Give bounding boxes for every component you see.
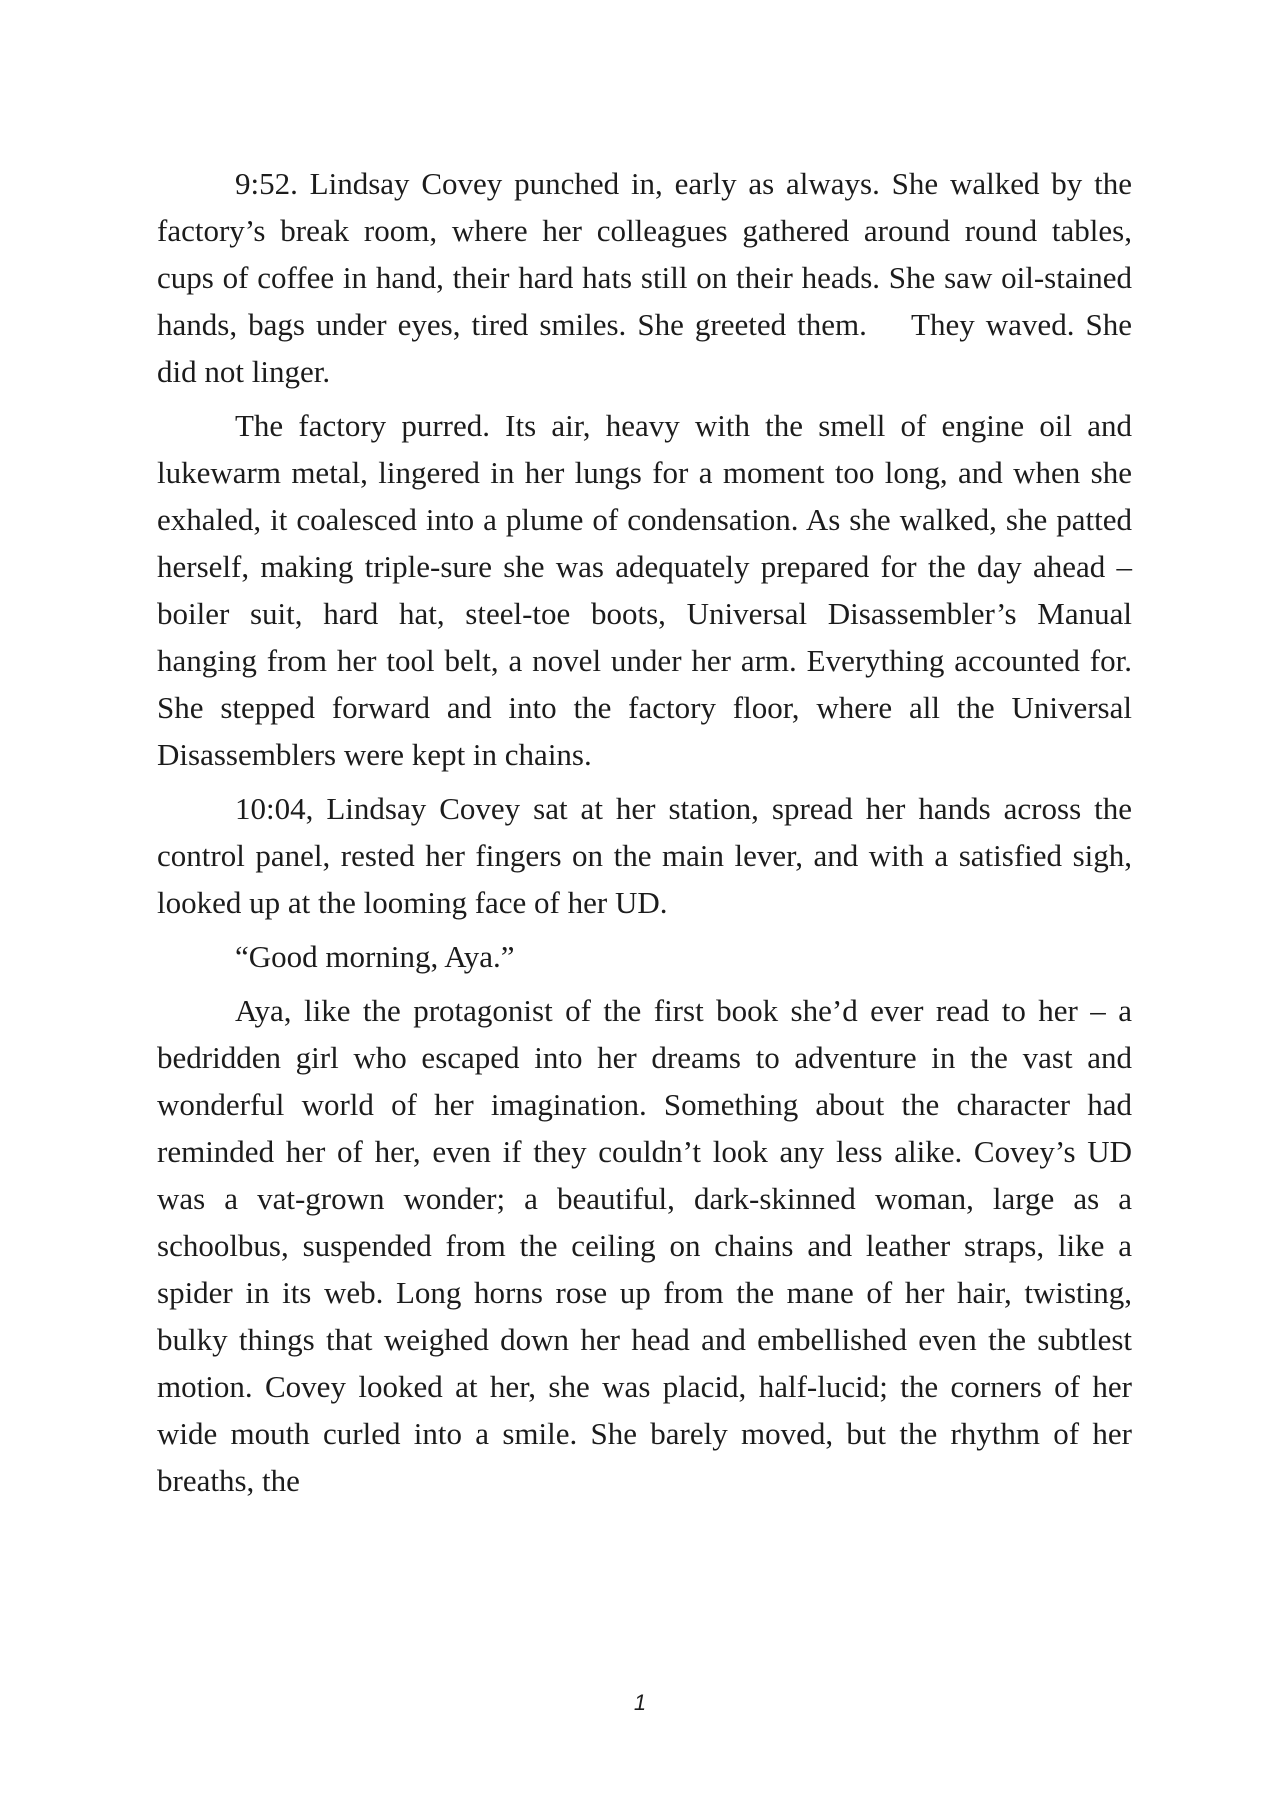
body-text [157,160,1132,1511]
paragraph: Aya, like the protagonist of the first book she’d ever read to her – a bedridden girl who escaped into her dreams to adventure in the vast and wonderful world of her imagination. Something about the character had reminded her of her, even if they couldn’t look any less alike. Covey’s UD was a vat-grown wonder; a beautiful, dark-skinned woman, large as a schoolbus, suspended from the ceiling on chains and leather straps, like a spider in its web. Long horns rose up from the mane of her hair, twisting, bulky things that weighed down her head and embellished even the subtlest motion. Covey looked at her, she was placid, half-lucid; the corners of her wide mouth curled into a smile. She barely moved, but the rhythm of her breaths, the [157,993,1132,1498]
paragraph: 9:52. Lindsay Covey punched in, early as always. She walked by the factory’s break room, where her colleagues gathered around round tables, cups of coffee in hand, their hard hats still on their heads. She saw oil-stained hands, bags under eyes, tired smiles. She greeted them. They waved. She did not linger. [157,166,1132,389]
page-number: 1 [633,1690,647,1715]
paragraph: The factory purred. Its air, heavy with the smell of engine oil and lukewarm metal, lingered in her lungs for a moment too long, and when she exhaled, it coalesced into a plume of condensation. As she walked, she patted herself, making triple-sure she was adequately prepared for the day ahead – boiler suit, hard hat, steel-toe boots, Universal Disassembler’s Manual hanging from her tool belt, a novel under her arm. Everything accounted for. She stepped forward and into the factory floor, where all the Universal Disassemblers were kept in chains. [157,408,1132,772]
paragraph: 10:04, Lindsay Covey sat at her station, spread her hands across the control panel, rested her fingers on the main lever, and with a satisfied sigh, looked up at the looming face of her UD. [157,791,1132,920]
paragraph: “Good morning, Aya.” [235,939,515,974]
